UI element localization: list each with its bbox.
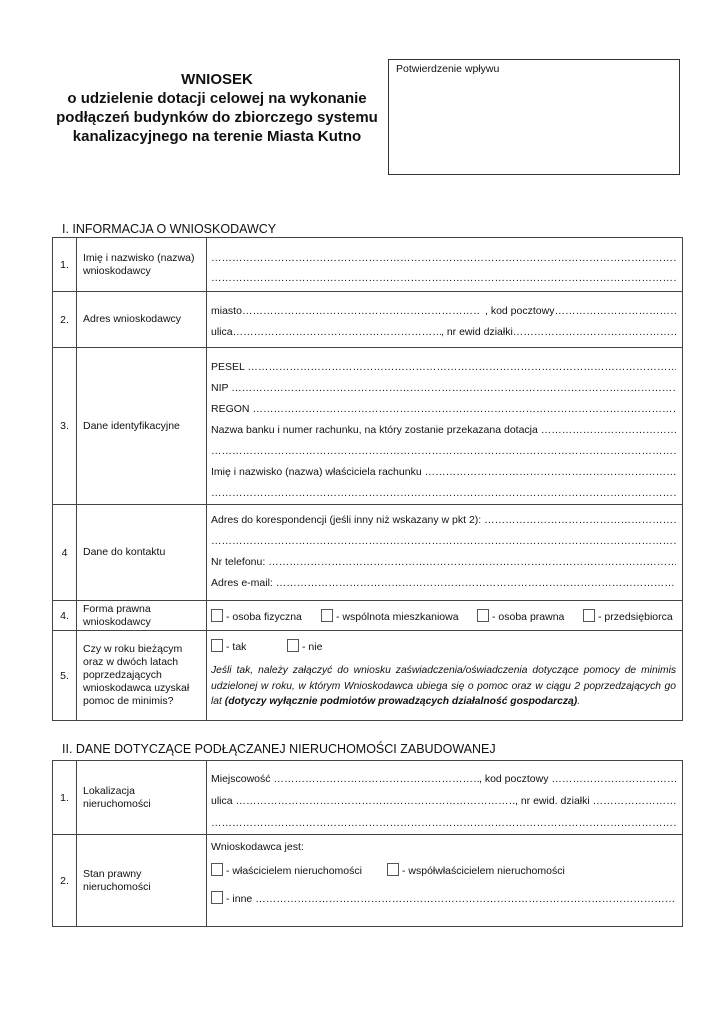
table-row — [53, 631, 683, 721]
street-line[interactable] — [211, 326, 441, 339]
contact-field[interactable] — [207, 505, 683, 601]
checkbox[interactable] — [387, 863, 399, 876]
place-label: Miejscowość — [211, 773, 271, 785]
correspondence-line[interactable] — [211, 514, 676, 527]
row-label: Lokalizacja nieruchomości — [77, 761, 207, 835]
legal-status-field — [207, 835, 683, 927]
note-text: Jeśli tak, należy załączyć do wniosku zaświadczenia/oświadczenia dotyczące pomocy de minimis udzielonej w roku, w którym Wnioskodawca ubiega się o pomoc oraz w ciągu 2 poprzedzających go lat — [211, 665, 676, 707]
correspondence-label: Adres do korespondencji (jeśli inny niż wskazany w pkt 2): — [211, 514, 482, 526]
option-label: - osoba prawna — [492, 611, 565, 623]
dots — [484, 514, 676, 526]
row-number: 2. — [53, 835, 77, 927]
note-end: . — [577, 696, 581, 707]
row-number: 4 — [53, 505, 77, 601]
plot-line[interactable] — [441, 326, 676, 339]
postal-line[interactable] — [485, 305, 676, 318]
table-row — [53, 505, 683, 601]
dots — [233, 326, 441, 338]
dots — [242, 305, 481, 317]
table-row — [53, 292, 683, 348]
de-minimis-field — [207, 631, 683, 721]
table-row — [53, 238, 683, 292]
name-line-2[interactable] — [211, 272, 676, 285]
address-field[interactable] — [207, 292, 683, 348]
table-row — [53, 835, 683, 927]
row-label: Forma prawna wnioskodawcy — [77, 601, 207, 631]
email-label: Adres e-mail: — [211, 577, 273, 589]
dots — [252, 403, 676, 415]
postal-line[interactable] — [479, 773, 676, 786]
phone-label: Nr telefonu: — [211, 556, 266, 568]
owner-line[interactable] — [211, 466, 676, 479]
dots — [513, 326, 676, 338]
row-number: 2. — [53, 292, 77, 348]
option-label: - tak — [226, 641, 247, 653]
legal-form-legal-person[interactable] — [477, 609, 564, 624]
phone-line[interactable] — [211, 556, 676, 569]
postal-label: , kod pocztowy — [479, 773, 549, 785]
row-number: 3. — [53, 348, 77, 505]
de-minimis-yes[interactable] — [211, 639, 246, 654]
checkbox[interactable] — [211, 863, 223, 876]
title-line-2: o udzielenie dotacji celowej na wykonanie — [67, 90, 367, 107]
legal-form-entrepreneur[interactable] — [583, 609, 673, 624]
dots — [236, 795, 515, 807]
legal-status-owner[interactable] — [211, 863, 362, 878]
name-line-1[interactable] — [211, 252, 676, 265]
applicant-info-table — [52, 237, 683, 721]
checkbox[interactable] — [477, 609, 489, 622]
pesel-line[interactable] — [211, 361, 676, 374]
legal-form-field — [207, 601, 683, 631]
postal-label: , kod pocztowy — [485, 305, 555, 317]
plot-line[interactable] — [515, 795, 676, 808]
section-2-heading: II. DANE DOTYCZĄCE PODŁĄCZANEJ NIERUCHOMOŚCI ZABUDOWANEJ — [62, 742, 496, 756]
legal-status-intro: Wnioskodawca jest: — [211, 841, 304, 853]
row-label: Czy w roku bieżącym oraz w dwóch latach poprzedzających wnioskodawca uzyskał pomoc de minimis? — [77, 631, 207, 721]
dots — [554, 305, 676, 317]
bank-line[interactable] — [211, 424, 676, 437]
location-field[interactable] — [207, 761, 683, 835]
row-label: Dane identyfikacyjne — [77, 348, 207, 505]
checkbox[interactable] — [211, 609, 223, 622]
bank-line-2[interactable] — [211, 445, 676, 458]
checkbox[interactable] — [583, 609, 595, 622]
checkbox[interactable] — [211, 639, 223, 652]
regon-label: REGON — [211, 403, 250, 415]
city-line[interactable] — [211, 305, 481, 318]
dots — [268, 556, 676, 568]
owner-label: Imię i nazwisko (nazwa) właściciela rachunku — [211, 466, 422, 478]
table-row — [53, 348, 683, 505]
checkbox[interactable] — [287, 639, 299, 652]
row-label: Stan prawny nieruchomości — [77, 835, 207, 927]
location-line-3[interactable] — [211, 817, 676, 830]
place-line[interactable] — [211, 773, 479, 786]
option-label: - przedsiębiorca — [598, 611, 673, 623]
regon-line[interactable] — [211, 403, 676, 416]
table-row — [53, 601, 683, 631]
legal-status-other[interactable] — [211, 891, 676, 906]
nip-line[interactable] — [211, 382, 676, 395]
plot-label: , nr ewid działki — [441, 326, 513, 338]
row-label: Dane do kontaktu — [77, 505, 207, 601]
dots — [231, 382, 676, 394]
owner-line-2[interactable] — [211, 487, 676, 500]
section-1-heading: I. INFORMACJA O WNIOSKODAWCY — [62, 222, 277, 236]
receipt-stamp-box — [388, 59, 680, 175]
title-line-4: kanalizacyjnego na terenie Miasta Kutno — [72, 128, 362, 145]
name-field[interactable] — [207, 238, 683, 292]
option-label: - wspólnota mieszkaniowa — [336, 611, 459, 623]
legal-status-co-owner[interactable] — [387, 863, 565, 878]
bank-label: Nazwa banku i numer rachunku, na który zostanie przekazana dotacja — [211, 424, 538, 436]
legal-form-housing-community[interactable] — [321, 609, 459, 624]
email-line[interactable] — [211, 577, 676, 590]
title-line-3: podłączeń budynków do zbiorczego systemu — [56, 109, 378, 126]
dots — [273, 773, 479, 785]
row-label: Adres wnioskodawcy — [77, 292, 207, 348]
street-label: ulica — [211, 795, 233, 807]
correspondence-line-2[interactable] — [211, 535, 676, 548]
dots — [255, 893, 676, 905]
city-label: miasto — [211, 305, 242, 317]
identification-field[interactable] — [207, 348, 683, 505]
dots — [551, 773, 676, 785]
option-label: - osoba fizyczna — [226, 611, 302, 623]
title-line-1: WNIOSEK — [181, 71, 253, 88]
dots — [276, 577, 676, 589]
receipt-stamp-label: Potwierdzenie wpływu — [396, 63, 500, 75]
checkbox[interactable] — [321, 609, 333, 622]
dots — [425, 466, 676, 478]
legal-form-natural-person[interactable] — [211, 609, 302, 624]
table-row — [53, 761, 683, 835]
row-number: 4. — [53, 601, 77, 631]
nip-label: NIP — [211, 382, 229, 394]
note-bold: (dotyczy wyłącznie podmiotów prowadzących działalność gospodarczą) — [224, 696, 578, 707]
option-label: - inne — [226, 893, 253, 905]
dots — [247, 361, 676, 373]
dots — [593, 795, 676, 807]
row-number: 5. — [53, 631, 77, 721]
street-line[interactable] — [211, 795, 515, 808]
option-label: - nie — [302, 641, 323, 653]
option-label: - współwłaścicielem nieruchomości — [402, 865, 565, 877]
checkbox[interactable] — [211, 891, 223, 904]
row-number: 1. — [53, 761, 77, 835]
option-label: - właścicielem nieruchomości — [226, 865, 362, 877]
property-info-table — [52, 760, 683, 927]
street-label: ulica — [211, 326, 233, 338]
row-label: Imię i nazwisko (nazwa) wnioskodawcy — [77, 238, 207, 292]
pesel-label: PESEL — [211, 361, 245, 373]
plot-label: , nr ewid. działki — [515, 795, 590, 807]
dots — [541, 424, 676, 436]
form-title — [52, 70, 382, 146]
de-minimis-note — [211, 663, 676, 710]
de-minimis-no[interactable] — [287, 639, 322, 654]
row-number: 1. — [53, 238, 77, 292]
